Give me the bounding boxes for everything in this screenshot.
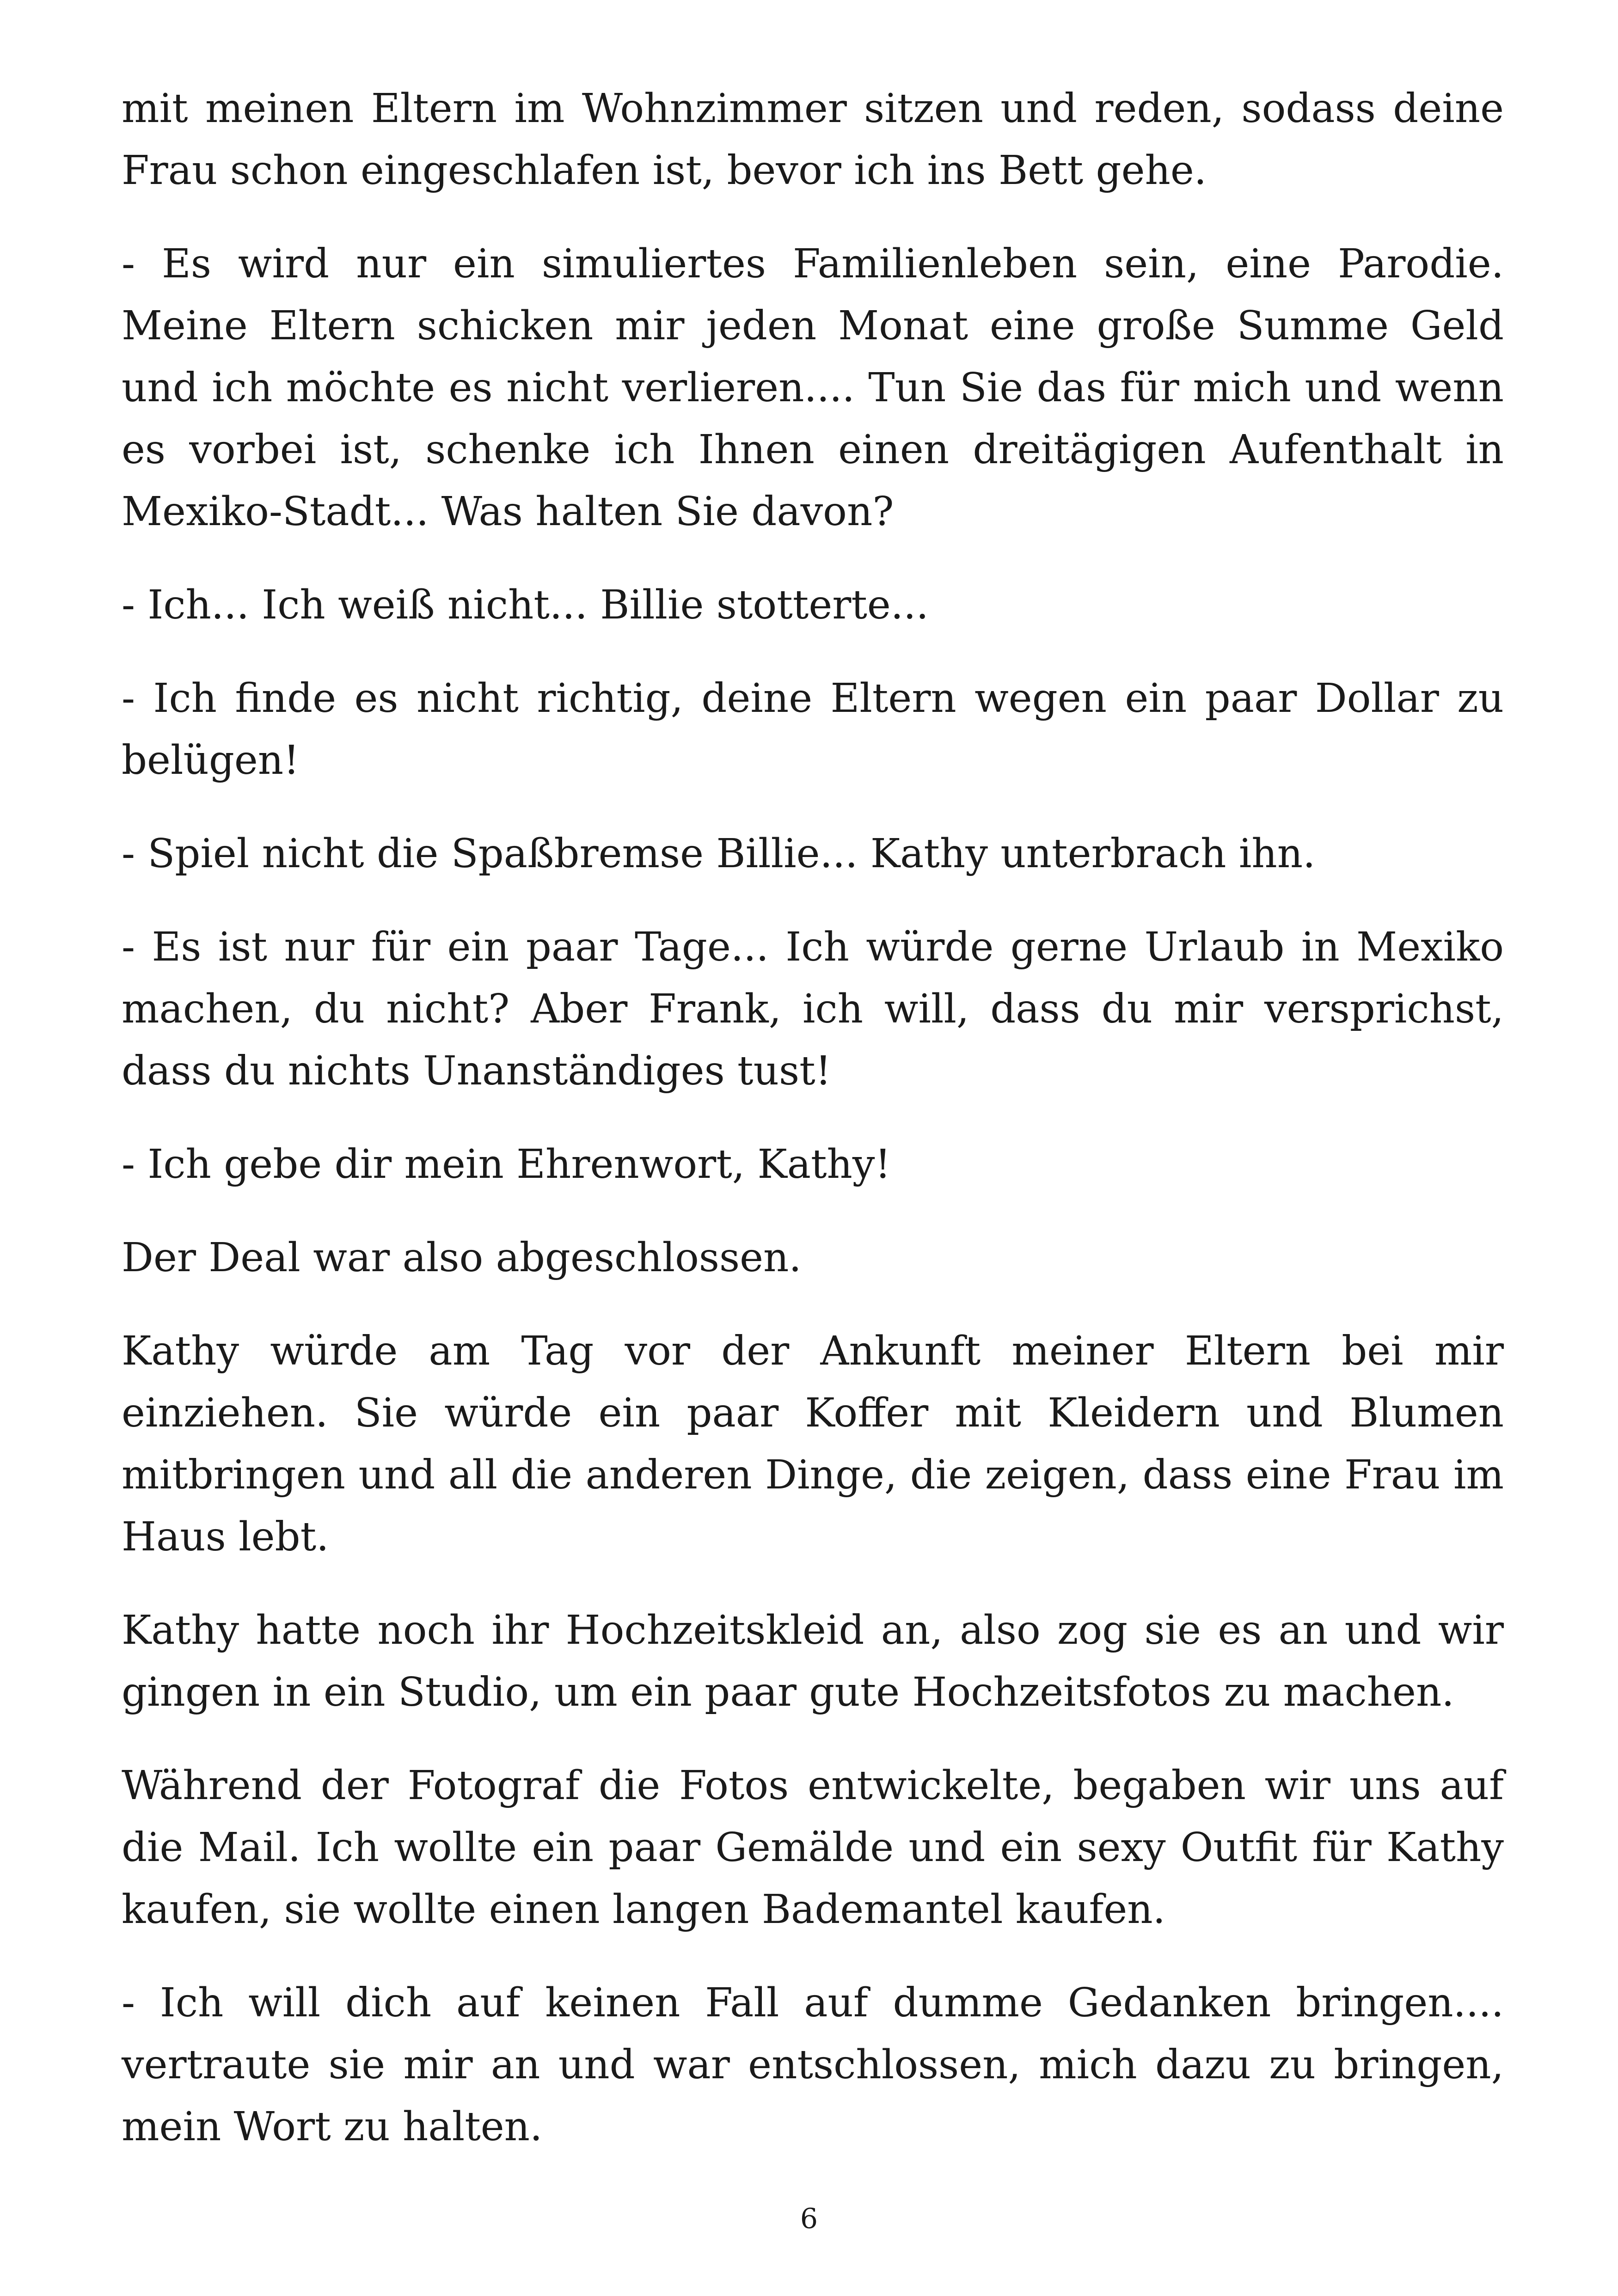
paragraph-7: - Ich gebe dir mein Ehrenwort, Kathy! [122,1141,891,1188]
body-text [122,78,1504,2189]
paragraph-6: - Es ist nur für ein paar Tage... Ich würde gerne Urlaub in Mexiko machen, du nicht? Aber Frank, ich will, dass du mir versprichst, dass du nichts Unanständiges tust! [122,924,1504,1094]
paragraph-2: - Es wird nur ein simuliertes Familienleben sein, eine Parodie. Meine Eltern schicken mir jeden Monat eine große Summe Geld und ich möchte es nicht verlieren.... Tun Sie das für mich und wenn es vorbei ist, schenke ich Ihnen einen dreitägigen Aufenthalt in Mexiko-Stadt... Was halten Sie davon? [122,241,1504,535]
paragraph-1: mit meinen Eltern im Wohnzimmer sitzen und reden, sodass deine Frau schon eingeschlafen ist, bevor ich ins Bett gehe. [122,86,1504,194]
paragraph-3: - Ich... Ich weiß nicht... Billie stotterte... [122,582,929,628]
paragraph-9: Kathy würde am Tag vor der Ankunft meiner Eltern bei mir einziehen. Sie würde ein paar Koffer mit Kleidern und Blumen mitbringen und all die anderen Dinge, die zeigen, dass eine Frau im Haus lebt. [122,1328,1504,1560]
page-number: 6 [800,2203,818,2235]
paragraph-4: - Ich finde es nicht richtig, deine Eltern wegen ein paar Dollar zu belügen! [122,675,1504,784]
paragraph-5: - Spiel nicht die Spaßbremse Billie... Kathy unterbrach ihn. [122,831,1316,877]
paragraph-10: Kathy hatte noch ihr Hochzeitskleid an, also zog sie es an und wir gingen in ein Studio, um ein paar gute Hochzeitsfotos zu machen. [122,1607,1504,1715]
paragraph-12: - Ich will dich auf keinen Fall auf dumme Gedanken bringen.... vertraute sie mir an und war entschlossen, mich dazu zu bringen, mein Wort zu halten. [122,1980,1504,2150]
paragraph-8: Der Deal war also abgeschlossen. [122,1235,802,1281]
paragraph-11: Während der Fotograf die Fotos entwickelte, begaben wir uns auf die Mail. Ich wollte ein paar Gemälde und ein sexy Outfit für Kathy kaufen, sie wollte einen langen Bademantel kaufen. [122,1763,1504,1933]
